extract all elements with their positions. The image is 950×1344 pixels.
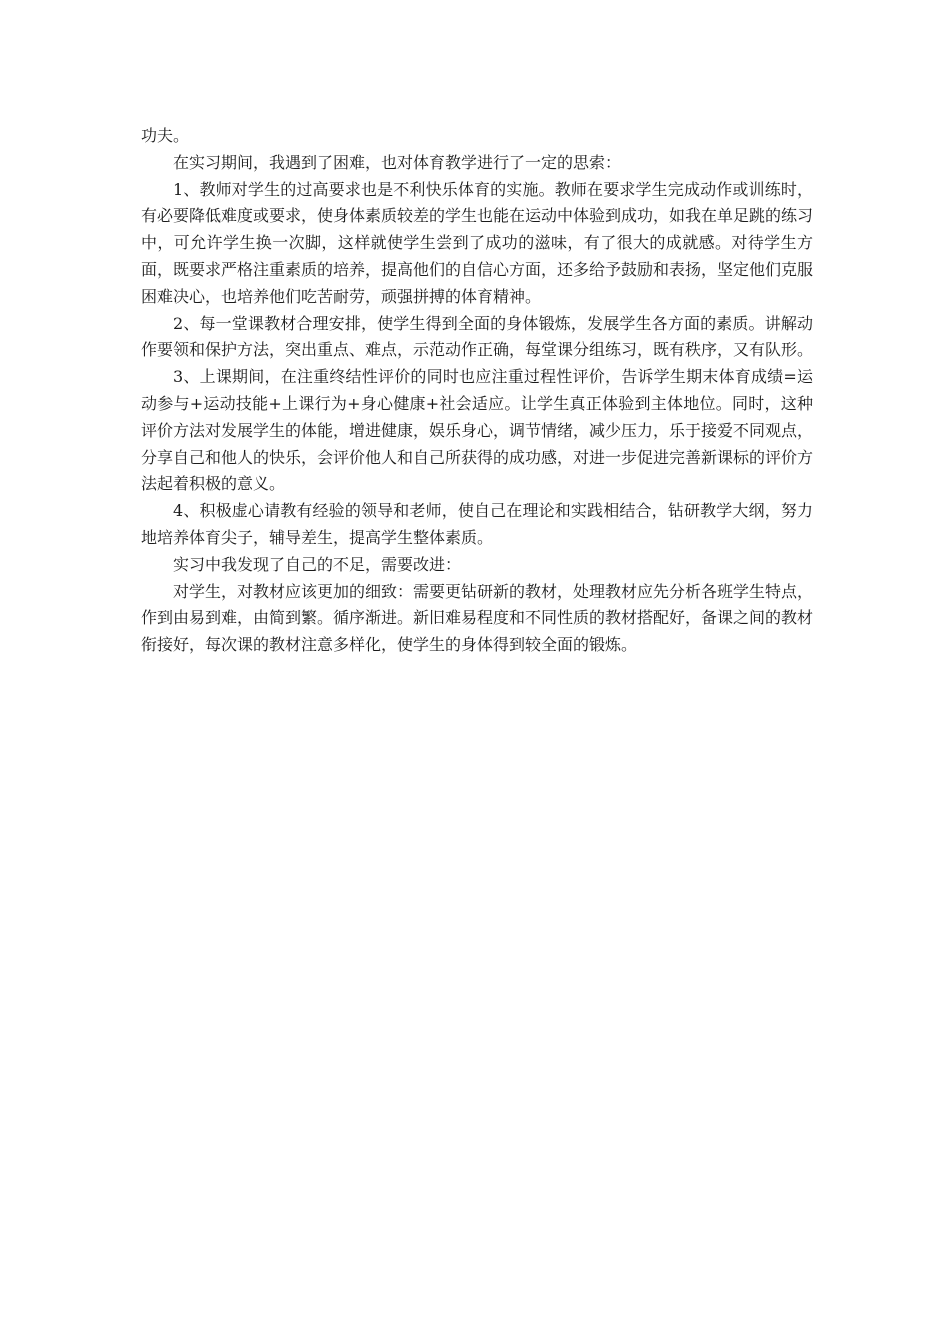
paragraph-8: 对学生，对教材应该更加的细致：需要更钻研新的教材，处理教材应先分析各班学生特点，作到由易到难，由简到繁。循序渐进。新旧难易程度和不同性质的教材搭配好，备课之间的教材衔接好，每次课的教材注意多样化，使学生的身体得到较全面的锻炼。 (141, 581, 814, 655)
paragraph-7: 实习中我发现了自己的不足，需要改进： (173, 554, 462, 574)
paragraph-5: 3、上课期间，在注重终结性评价的同时也应注重过程性评价，告诉学生期末体育成绩=运动参与+运动技能+上课行为+身心健康+社会适应。让学生真正体验到主体地位。同时，这种评价方法对发展学生的体能，增进健康，娱乐身心，调节情绪，减少压力，乐于接爱不同观点，分享自己和他人的快乐，会评价他人和自己所获得的成功感，对进一步促进完善新课标的评价方法起着积极的意义。 (141, 367, 814, 494)
paragraph-6: 4、积极虚心请教有经验的领导和老师，使自己在理论和实践相结合，钻研教学大纲，努力地培养体育尖子，辅导差生，提高学生整体素质。 (141, 501, 813, 547)
paragraph-3: 1、教师对学生的过高要求也是不利快乐体育的实施。教师在要求学生完成动作或训练时，有必要降低难度或要求，使身体素质较差的学生也能在运动中体验到成功，如我在单足跳的练习中，可允许学生换一次脚，这样就使学生尝到了成功的滋味，有了很大的成就感。对待学生方面，既要求严格注重素质的培养，提高他们的自信心方面，还多给予鼓励和表扬，坚定他们克服困难决心，也培养他们吃苦耐劳，顽强拼搏的体育精神。 (141, 179, 814, 306)
paragraph-2: 在实习期间，我遇到了困难，也对体育教学进行了一定的思索： (173, 152, 622, 172)
paragraph-1: 功夫。 (141, 126, 190, 145)
document-body (141, 123, 813, 659)
paragraph-4: 2、每一堂课教材合理安排，使学生得到全面的身体锻炼，发展学生各方面的素质。讲解动作要领和保护方法，突出重点、难点，示范动作正确，每堂课分组练习，既有秩序，又有队形。 (141, 313, 814, 360)
